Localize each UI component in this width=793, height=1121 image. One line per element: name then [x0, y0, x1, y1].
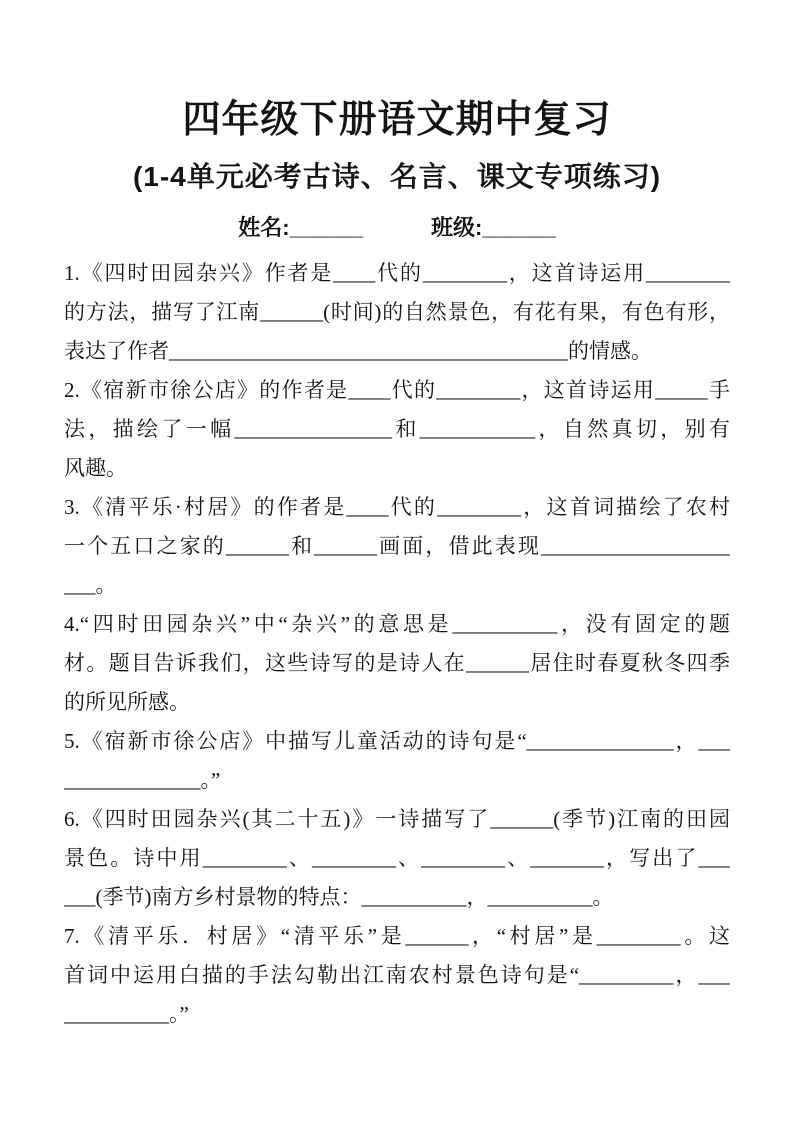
question-5 — [64, 722, 730, 800]
question-6-line-3: ___(季节)南方乡村景物的特点：__________，__________。 — [64, 885, 614, 909]
question-4-line-1: 4.“四时田园杂兴”中“杂兴”的意思是__________，没有固定的题 — [64, 612, 730, 636]
question-7-line-3: __________。” — [64, 1002, 189, 1026]
class-field — [431, 210, 556, 246]
question-1-line-2: 的方法，描写了江南______(时间)的自然景色，有花有果，有色有形， — [64, 300, 730, 324]
class-blank: ______ — [482, 215, 556, 240]
question-3 — [64, 488, 730, 605]
question-5-line-2: _____________。” — [64, 768, 221, 792]
question-3-line-3: ___。 — [64, 573, 117, 597]
name-label: 姓名: — [238, 215, 290, 240]
name-class-row — [64, 210, 730, 246]
question-1 — [64, 254, 730, 371]
question-2-line-1: 2.《宿新市徐公店》的作者是____代的________，这首诗运用_____手 — [64, 378, 730, 402]
question-1-line-1: 1.《四时田园杂兴》作者是____代的________，这首诗运用________ — [64, 261, 730, 285]
name-field — [238, 210, 363, 246]
question-6-line-1: 6.《四时田园杂兴(其二十五)》一诗描写了______(季节)江南的田园 — [64, 807, 730, 831]
question-7-line-2: 首词中运用白描的手法勾勒出江南农村景色诗句是“_________，___ — [64, 963, 730, 987]
question-4-line-2: 材。题目告诉我们，这些诗写的是诗人在______居住时春夏秋冬四季 — [64, 651, 730, 675]
question-2 — [64, 371, 730, 488]
question-4 — [64, 605, 730, 722]
question-6 — [64, 800, 730, 917]
class-label: 班级: — [431, 215, 483, 240]
question-7-line-1: 7.《清平乐．村居》“清平乐”是______，“村居”是________。这 — [64, 924, 730, 948]
question-5-line-1: 5.《宿新市徐公店》中描写儿童活动的诗句是“______________，___ — [64, 729, 730, 753]
question-3-line-2: 一个五口之家的______和______画面，借此表现__________________ — [64, 534, 730, 558]
question-6-line-2: 景色。诗中用________、________、________、_______，写出了___ — [64, 846, 730, 870]
question-1-line-3: 表达了作者______________________________________的情感。 — [64, 339, 652, 363]
question-2-line-2: 法，描绘了一幅_______________和___________，自然真切，别有 — [64, 417, 730, 441]
page-title: 四年级下册语文期中复习 — [182, 99, 612, 141]
questions-section — [64, 254, 730, 1034]
name-blank: ______ — [289, 215, 363, 240]
question-7 — [64, 917, 730, 1034]
question-3-line-1: 3.《清平乐·村居》的作者是____代的________，这首词描绘了农村 — [64, 495, 730, 519]
question-2-line-3: 风趣。 — [64, 456, 127, 480]
page-subtitle: (1-4单元必考古诗、名言、课文专项练习) — [132, 161, 662, 192]
question-4-line-3: 的所见所感。 — [64, 690, 190, 714]
